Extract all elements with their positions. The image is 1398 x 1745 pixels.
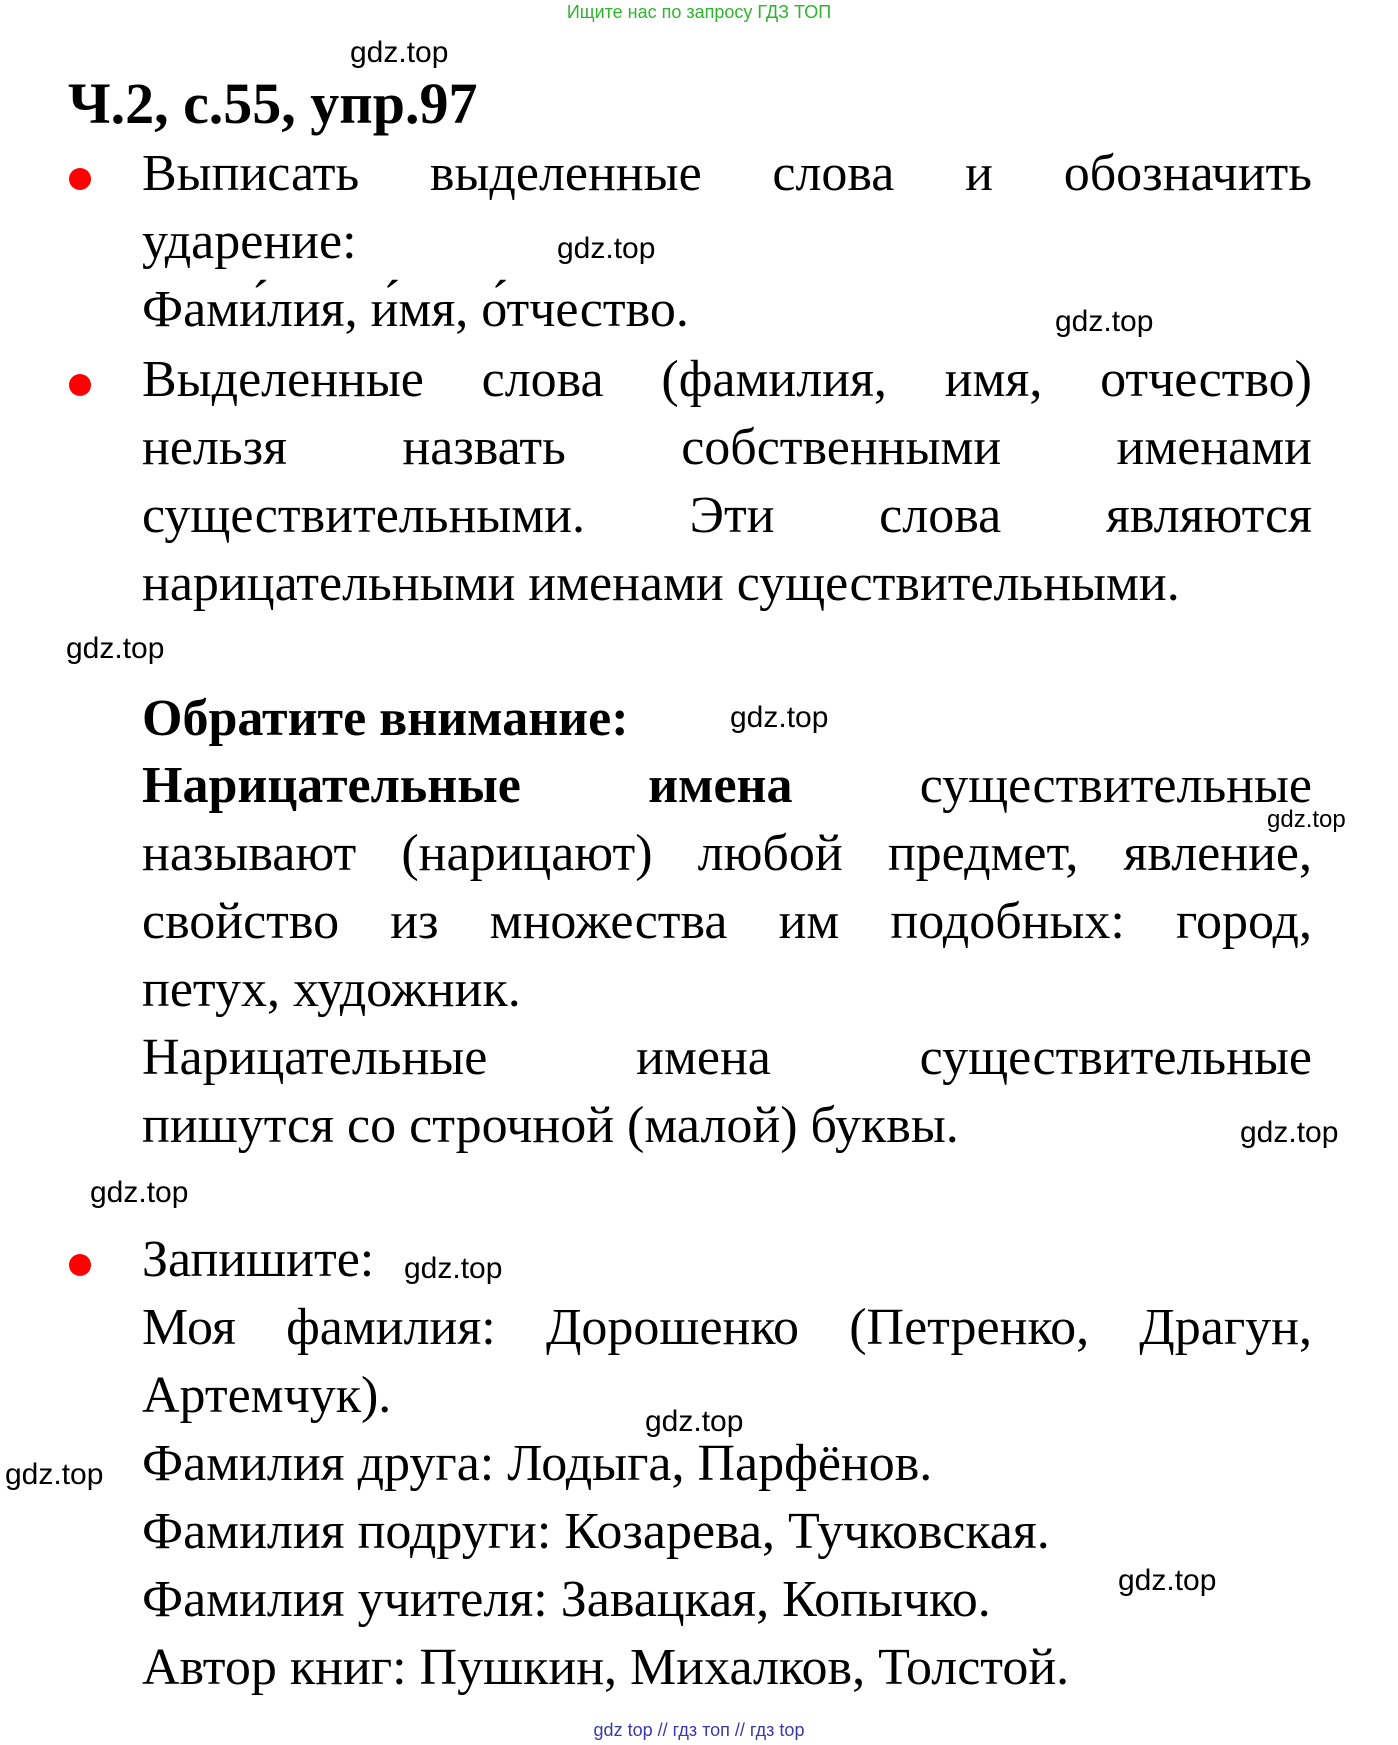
word: имена bbox=[636, 1029, 771, 1086]
word: Нарицательные bbox=[142, 757, 521, 814]
word: являются bbox=[1105, 487, 1312, 544]
word: слова bbox=[772, 145, 895, 202]
word: слова bbox=[481, 351, 604, 408]
top-banner: Ищите нас по запросу ГДЗ ТОП bbox=[566, 2, 832, 22]
word: существительные bbox=[919, 757, 1312, 814]
word: Выписать bbox=[142, 145, 360, 202]
word: слова bbox=[879, 487, 1002, 544]
word: и bbox=[965, 145, 993, 202]
watermark: gdz.top bbox=[645, 1405, 744, 1438]
section1-line2: ударение: bbox=[142, 213, 357, 270]
word: выделенные bbox=[429, 145, 702, 202]
word: им bbox=[778, 893, 840, 950]
word: обозначить bbox=[1063, 145, 1312, 202]
page-title: Ч.2, с.55, упр.97 bbox=[68, 71, 478, 136]
word: Выделенные bbox=[142, 351, 424, 408]
word: город, bbox=[1175, 893, 1312, 950]
bullet-dot bbox=[69, 168, 91, 190]
word: имена bbox=[648, 757, 793, 814]
word: Эти bbox=[689, 487, 775, 544]
word: назвать bbox=[402, 419, 566, 476]
note-heading: Обратите внимание: bbox=[142, 690, 629, 747]
section2-line2 bbox=[142, 419, 1312, 476]
word: существительные bbox=[919, 1029, 1312, 1086]
word: именами bbox=[1116, 419, 1312, 476]
note-line2: называют (нарицают) любой предмет, явление, bbox=[142, 825, 1312, 882]
word: свойство bbox=[142, 893, 340, 950]
section3-line1: Моя фамилия: Дорошенко (Петренко, Драгун, bbox=[142, 1299, 1312, 1356]
word: множества bbox=[489, 893, 728, 950]
note-line4: петух, художник. bbox=[142, 961, 521, 1018]
watermark: gdz.top bbox=[1240, 1116, 1339, 1149]
watermark: gdz.top bbox=[730, 701, 829, 734]
watermark: gdz.top bbox=[1118, 1564, 1217, 1597]
bullet-dot bbox=[69, 1254, 91, 1276]
section3-line3: Фамилия друга: Лодыга, Парфёнов. bbox=[142, 1435, 933, 1492]
watermark: gdz.top bbox=[1267, 806, 1346, 833]
section3-line4: Фамилия подруги: Козарева, Тучковская. bbox=[142, 1503, 1050, 1560]
word: (фамилия, bbox=[661, 351, 887, 408]
section2-line4: нарицательными именами существительными. bbox=[142, 555, 1180, 612]
word: существительными. bbox=[142, 487, 585, 544]
bullet-dot bbox=[69, 374, 91, 396]
section2-line1 bbox=[142, 351, 1312, 408]
section1-line1 bbox=[142, 145, 1312, 202]
watermark: gdz.top bbox=[1055, 305, 1154, 338]
watermark: gdz.top bbox=[66, 632, 165, 665]
word: нельзя bbox=[142, 419, 288, 476]
note-line6: пишутся со строчной (малой) буквы. bbox=[142, 1097, 959, 1154]
watermark: gdz.top bbox=[557, 232, 656, 265]
note-line3 bbox=[142, 893, 1312, 950]
watermark: gdz.top bbox=[350, 36, 449, 69]
word: подобных: bbox=[890, 893, 1125, 950]
footer-watermark: gdz top // гдз топ // гдз top bbox=[593, 1720, 805, 1740]
note-line5 bbox=[142, 1029, 1312, 1086]
word: собственными bbox=[681, 419, 1002, 476]
section3-line2: Артемчук). bbox=[142, 1367, 392, 1424]
word: Нарицательные bbox=[142, 1029, 488, 1086]
watermark: gdz.top bbox=[90, 1176, 189, 1209]
word: имя, bbox=[944, 351, 1043, 408]
section3-heading: Запишите: bbox=[142, 1231, 375, 1288]
section3-line5: Фамилия учителя: Завацкая, Копычко. bbox=[142, 1571, 991, 1628]
watermark: gdz.top bbox=[5, 1458, 104, 1491]
word: из bbox=[390, 893, 439, 950]
section3-line6: Автор книг: Пушкин, Михалков, Толстой. bbox=[142, 1639, 1070, 1696]
note-line1 bbox=[142, 757, 1312, 814]
watermark: gdz.top bbox=[404, 1252, 503, 1285]
section2-line3 bbox=[142, 487, 1312, 544]
section1-line3: Фами́лия, и́мя, о́тчество. bbox=[142, 281, 689, 338]
word: отчество) bbox=[1100, 351, 1312, 408]
